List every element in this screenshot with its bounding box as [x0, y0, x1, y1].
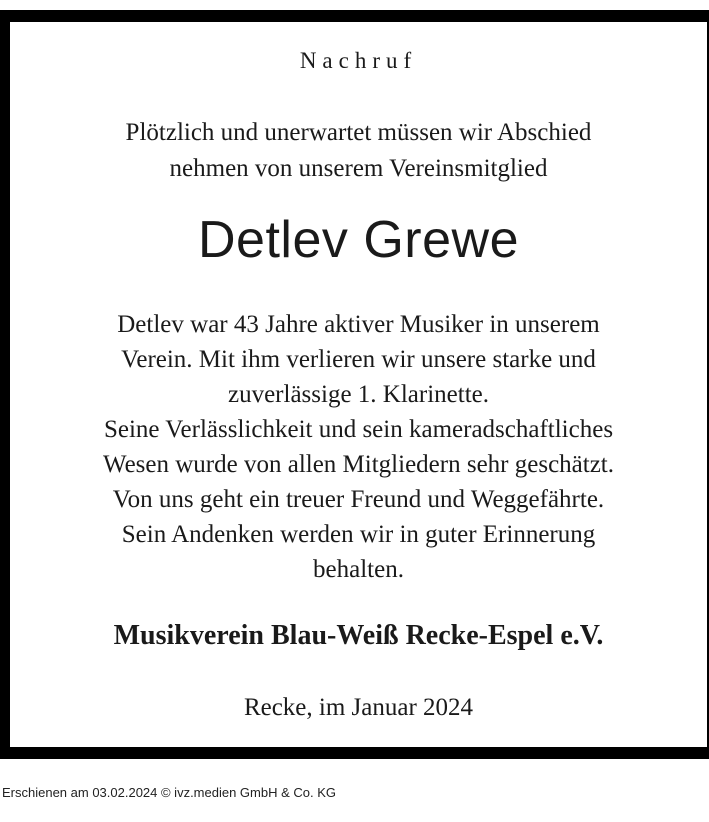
tribute-line: Von uns geht ein treuer Freund und Weggefährte.: [112, 486, 605, 513]
obituary-notice: [0, 10, 709, 759]
tribute-line: Detlev war 43 Jahre aktiver Musiker in unserem: [117, 311, 600, 338]
intro-line: nehmen von unserem Vereinsmitglied: [169, 155, 548, 182]
obituary-content: [10, 22, 707, 747]
deceased-name: Detlev Grewe: [198, 211, 519, 269]
tribute-line: Verein. Mit ihm verlieren wir unsere starke und: [121, 346, 596, 373]
intro-line: Plötzlich und unerwartet müssen wir Abschied: [125, 119, 592, 146]
tribute-line: behalten.: [313, 556, 404, 583]
tribute-line: Seine Verlässlichkeit und sein kameradschaftliches: [103, 416, 614, 443]
place-date: Recke, im Januar 2024: [243, 694, 474, 721]
organization-name: Musikverein Blau-Weiß Recke-Espel e.V.: [113, 620, 604, 651]
intro-text: [10, 115, 707, 187]
tribute-line: Wesen wurde von allen Mitgliedern sehr geschätzt.: [102, 451, 614, 478]
tribute-line: Sein Andenken werden wir in guter Erinnerung: [121, 521, 596, 548]
notice-heading: Nachruf: [299, 48, 418, 73]
tribute-text: [10, 307, 707, 587]
publication-note: Erschienen am 03.02.2024 © ivz.medien GmbH & Co. KG: [2, 785, 337, 800]
tribute-line: zuverlässige 1. Klarinette.: [227, 381, 489, 408]
